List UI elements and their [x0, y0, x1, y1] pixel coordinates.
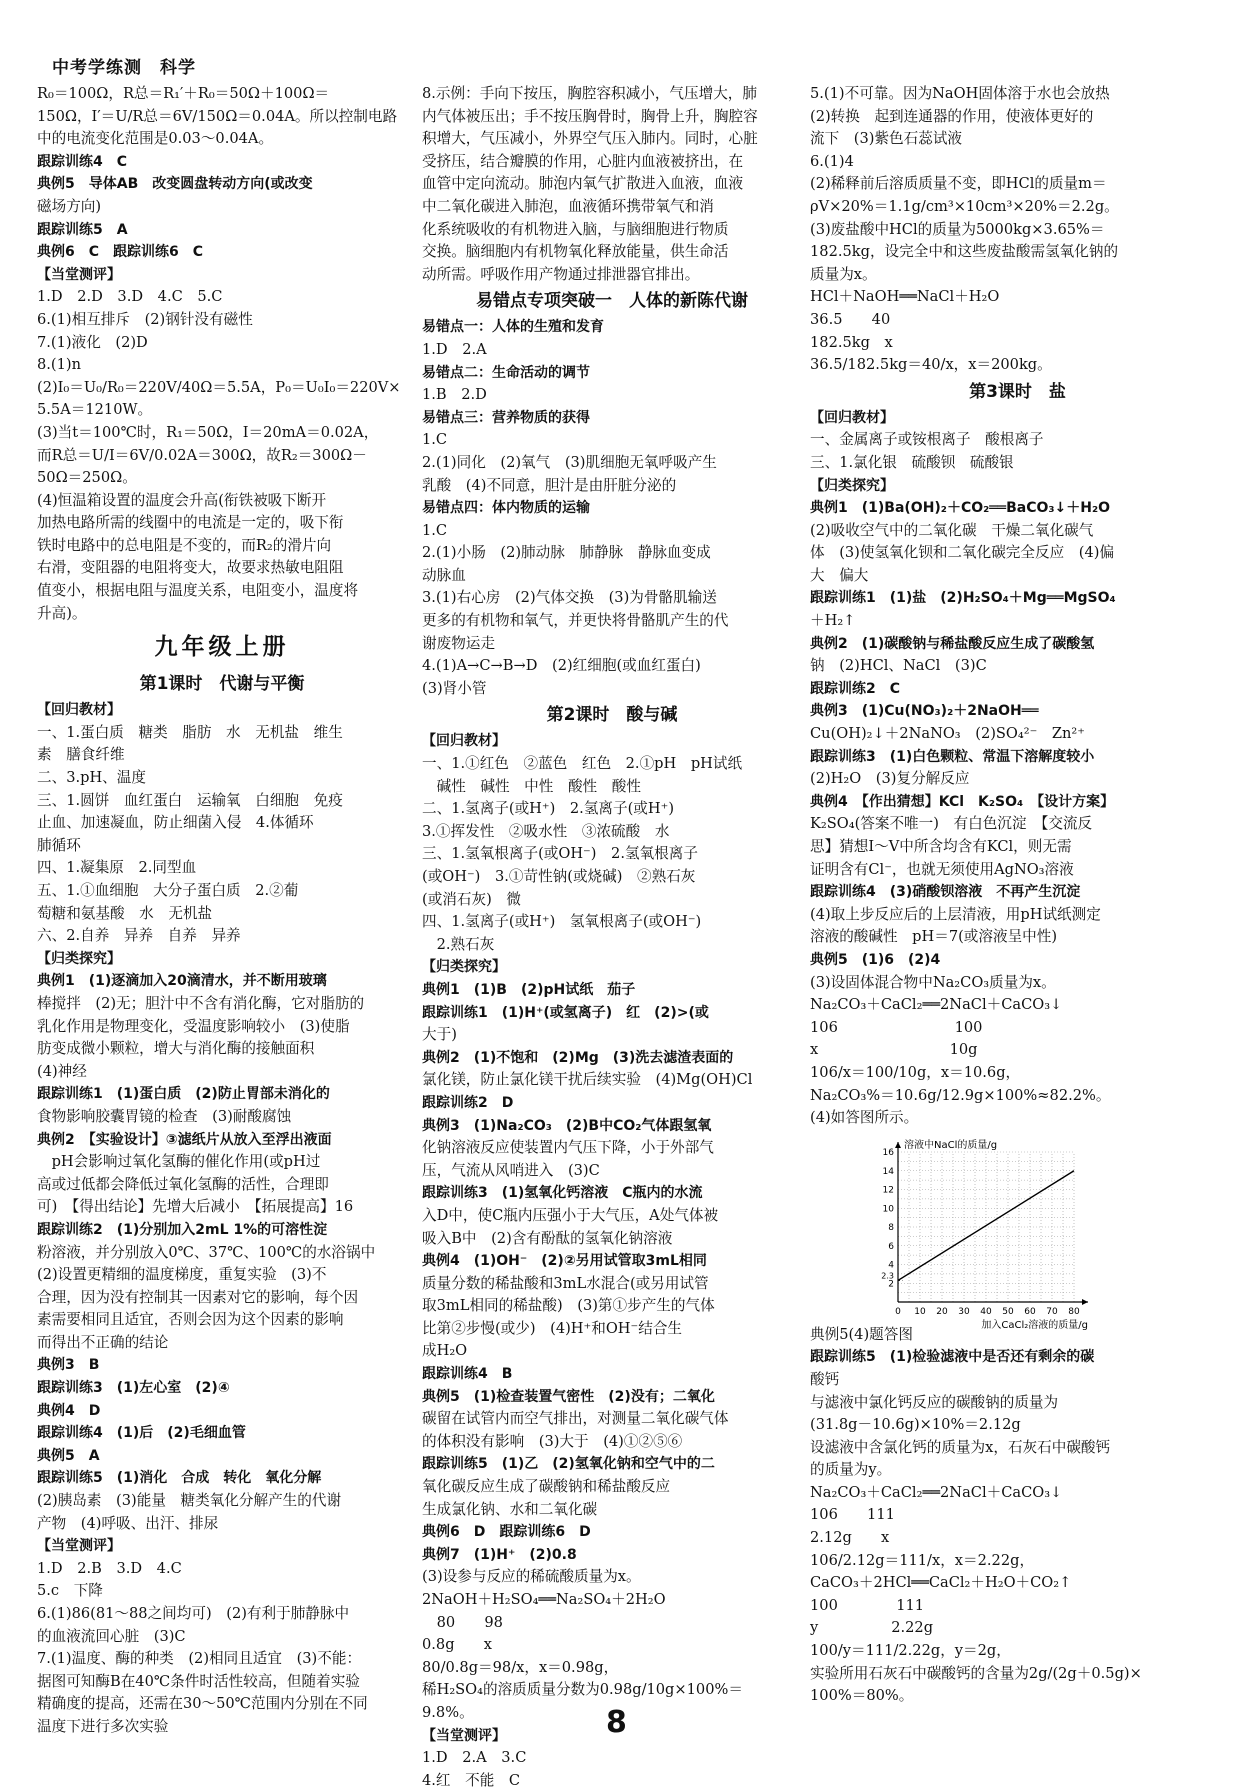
y-axis-label: 溶液中NaCl的质量/g	[904, 1139, 998, 1151]
x-axis-label: 加入CaCl₂溶液的质量/g	[981, 1319, 1088, 1331]
col1-line: 7.(1)液化 (2)D	[37, 333, 148, 351]
col3a-line: (3)废盐酸中HCl的质量为5000kg×3.65%＝	[810, 220, 1105, 238]
col3b-line: 酸钙	[810, 1370, 840, 1388]
col2-line: 氯化镁，防止氯化镁干扰后续实验 (4)Mg(OH)Cl	[422, 1071, 753, 1089]
col3a-line: (2)转换 起到连通器的作用，使液体更好的	[810, 107, 1094, 125]
col1-line: 典例6 C 跟踪训练6 C	[37, 244, 204, 261]
col2-line: 1.C	[422, 521, 448, 539]
col3a-line: ＋H₂↑	[810, 612, 856, 630]
chart-caption: 典例5(4)题答图	[810, 1325, 913, 1343]
col1-line: 跟踪训练2 (1)分别加入2mL 1%的可溶性淀	[37, 1221, 328, 1238]
col1-line: 高或过低都会降低过氧化氢酶的活性，合理即	[37, 1175, 329, 1193]
col2-line: 化系统吸收的有机物进入脑，与脑细胞进行物质	[422, 220, 729, 238]
col1-line: 铁时电路中的总电阻是不变的，而R₂的滑片向	[37, 536, 332, 554]
col3b-line: (31.8g－10.6g)×10%＝2.12g	[810, 1416, 1021, 1434]
col2-line: 【当堂测评】	[422, 1727, 506, 1744]
x-tick-label: 10	[914, 1306, 926, 1317]
col1-line: 【归类探究】	[37, 950, 121, 967]
col2-line: 4.红 不能 C	[422, 1771, 521, 1789]
col1-line: 跟踪训练3 (1)左心室 (2)④	[37, 1380, 230, 1397]
col1-line: 素需要相同且适宜，否则会因为这个因素的影响	[37, 1311, 344, 1329]
x-tick-label: 50	[1002, 1306, 1014, 1317]
col1-line: 跟踪训练5 (1)消化 合成 转化 氧化分解	[37, 1470, 322, 1487]
y-tick-label: 16	[882, 1147, 894, 1158]
col2-line: 跟踪训练2 D	[422, 1094, 514, 1111]
col3a-line: 典例1 (1)Ba(OH)₂＋CO₂══BaCO₃↓＋H₂O	[810, 500, 1111, 517]
col3a-line: 跟踪训练1 (1)盐 (2)H₂SO₄＋Mg══MgSO₄	[810, 590, 1116, 607]
x-tick-label: 60	[1024, 1306, 1036, 1317]
x-arrow	[1082, 1299, 1088, 1305]
col1-line: (2)I₀＝U₀/R₀＝220V/40Ω＝5.5A，P₀＝U₀I₀＝220V×	[37, 378, 401, 396]
col2-line: 跟踪训练3 (1)氢氧化钙溶液 C瓶内的水流	[422, 1185, 703, 1202]
col3a-line: 5.(1)不可靠。因为NaOH固体溶于水也会放热	[810, 85, 1110, 102]
col3a-line: 【归类探究】	[810, 477, 894, 494]
col3a-line: (2)吸收空气中的二氧化碳 干燥二氧化碳气	[810, 521, 1094, 539]
col2-line: 易错点一：人体的生殖和发育	[422, 319, 604, 336]
col1-line: 1.D 2.B 3.D 4.C	[37, 1559, 182, 1577]
col2-line: 2.(1)小肠 (2)肺动脉 肺静脉 静脉血变成	[422, 544, 711, 562]
col2-line: 交换。脑细胞内有机物氧化释放能量，供生命活	[422, 243, 729, 261]
col1-line: (2)设置更精细的温度梯度，重复实验 (3)不	[37, 1266, 327, 1284]
col2-line: 【归类探究】	[422, 959, 506, 976]
col2-line: 动所需。呼吸作用产物通过排泄器官排出。	[422, 265, 700, 283]
col2-line: 谢废物运走	[422, 634, 495, 652]
col2-line: 比第②步慢(或少) (4)H⁺和OH⁻结合生	[422, 1319, 683, 1337]
col1-line: 精确度的提高，还需在30～50℃范围内分别在不同	[37, 1695, 368, 1713]
col1-line: 【回归教材】	[37, 702, 121, 719]
col1-line: 九年级上册	[154, 634, 290, 661]
col2-line: 稀H₂SO₄的溶质质量分数为0.98g/10g×100%＝	[422, 1681, 743, 1699]
col2-line: 1.D 2.A	[422, 340, 487, 358]
col2-line: 3.(1)右心房 (2)气体交换 (3)为骨骼肌输送	[422, 589, 717, 607]
y-tick-label: 10	[882, 1203, 894, 1214]
col1-line: 跟踪训练1 (1)蛋白质 (2)防止胃部未消化的	[37, 1086, 330, 1103]
col3a-line: 106/x＝100/10g，x＝10.6g，	[810, 1063, 1021, 1081]
col1-line: 乳化作用是物理变化，受温度影响较小 (3)使脂	[37, 1017, 350, 1035]
col3a-line: 溶液的酸碱性 pH＝7(或溶液呈中性)	[810, 928, 1058, 946]
col3a-line: 典例3 (1)Cu(NO₃)₂＋2NaOH══	[810, 703, 1039, 720]
col3a-line: 流下 (3)紫色石蕊试液	[810, 130, 963, 148]
y-arrow	[895, 1142, 901, 1148]
col3a-line: K₂SO₄(答案不唯一) 有白色沉淀 【交流反	[810, 815, 1093, 833]
col3b-line: 的质量为y。	[810, 1461, 892, 1479]
col3b-line: 100%＝80%。	[810, 1687, 914, 1705]
col3b-line: 106 111	[810, 1506, 895, 1524]
col1-line: 典例2 【实验设计】③滤纸片从放入至浮出液面	[37, 1131, 332, 1148]
col3a-line: 体 (3)使氢氧化钡和二氧化碳完全反应 (4)偏	[810, 544, 1115, 562]
col2-line: 一、1.①红色 ②蓝色 红色 2.①pH pH试纸	[422, 755, 743, 773]
col1-line: 5.5A＝1210W。	[37, 401, 153, 419]
col2-line: 9.8%。	[422, 1703, 474, 1721]
col2-line: 典例4 (1)OH⁻ (2)②另用试管取3mL相同	[422, 1253, 707, 1270]
col2-line: 积增大，气压减小，外界空气压入肺内。同时，心脏	[422, 130, 758, 148]
x-tick-label: 40	[980, 1306, 992, 1317]
col3a-line: (4)如答图所示。	[810, 1109, 919, 1127]
col1-line: (4)神经	[37, 1062, 87, 1080]
col2-line: 取3mL相同的稀盐酸) (3)第①步产生的气体	[422, 1297, 715, 1315]
col3a-line: ρV×20%＝1.1g/cm³×10cm³×20%＝2.2g。	[810, 197, 1119, 215]
col2-line: 碱性 碱性 中性 酸性 酸性	[422, 777, 641, 795]
col3b-line: CaCO₃＋2HCl══CaCl₂＋H₂O＋CO₂↑	[810, 1574, 1072, 1592]
column-2	[422, 83, 802, 1792]
col1-line: 6.(1)相互排斥 (2)钢针没有磁性	[37, 310, 253, 328]
col2-line: 【回归教材】	[422, 733, 506, 750]
x-tick-label: 30	[958, 1306, 970, 1317]
col3a-line: 三、1.氯化银 硫酸钡 硫酸银	[810, 453, 1014, 471]
col1-line: 跟踪训练4 C	[37, 153, 128, 170]
col1-line: 8.(1)n	[37, 356, 81, 374]
col3b-line: 实验所用石灰石中碳酸钙的含量为2g/(2g＋0.5g)×	[810, 1664, 1142, 1682]
col3a-line: 36.5 40	[810, 310, 891, 328]
col3b-line: 2.12g x	[810, 1529, 890, 1547]
col1-line: 一、1.蛋白质 糖类 脂肪 水 无机盐 维生	[37, 723, 343, 741]
col3a-line: 【回归教材】	[810, 409, 894, 426]
col3a-line: 大 偏大	[810, 566, 869, 584]
col3b-line: 与滤液中氯化钙反应的碳酸钠的质量为	[810, 1393, 1059, 1411]
col2-line: 质量分数的稀盐酸和3mL水混合(或另用试管	[422, 1274, 709, 1292]
col3b-line: 106/2.12g＝111/x，x＝2.22g，	[810, 1551, 1035, 1569]
col1-line: 六、2.自养 异养 自养 异养	[37, 927, 241, 945]
col1-line: 跟踪训练4 (1)后 (2)毛细血管	[37, 1425, 246, 1442]
col3a-line: 一、金属离子或铵根离子 酸根离子	[810, 431, 1044, 449]
col1-line: 止血、加速凝血，防止细菌入侵 4.体循环	[37, 814, 314, 832]
col3b-line: 跟踪训练5 (1)检验滤液中是否还有剩余的碳	[810, 1349, 1095, 1366]
col2-line: 化钠溶液反应使装置内气压下降，小于外部气	[422, 1139, 714, 1157]
col2-line: 0.8g x	[422, 1636, 492, 1654]
col2-line: 跟踪训练5 (1)乙 (2)氢氧化钠和空气中的二	[422, 1456, 715, 1473]
col3a-line: 6.(1)4	[810, 152, 854, 170]
col2-line: 血管中定向流动。肺泡内氧气扩散进入血液，血液	[422, 175, 744, 193]
col1-line: 而得出不正确的结论	[37, 1333, 169, 1351]
column-3-bottom	[810, 1346, 1225, 1708]
col3a-line: 钠 (2)HCl、NaCl (3)C	[810, 657, 987, 675]
col1-line: 中的电流变化范围是0.03～0.04A。	[37, 130, 274, 148]
col3a-line: (4)取上步反应后的上层清液，用pH试纸测定	[810, 905, 1101, 923]
col2-line: 中二氧化碳进入肺泡，血液循环携带氧气和消	[422, 197, 714, 215]
col1-line: 萄糖和氨基酸 水 无机盐	[37, 904, 213, 922]
col2-line: 受挤压，结合瓣膜的作用，心脏内血液被挤出，在	[422, 152, 744, 170]
col2-line: 1.C	[422, 431, 448, 449]
col2-line: (或消石灰) 微	[422, 890, 521, 908]
col3a-line: 证明含有Cl⁻，也就无须使用AgNO₃溶液	[810, 860, 1074, 878]
col2-line: 跟踪训练4 B	[422, 1366, 513, 1383]
col1-line: 二、3.pH、温度	[37, 769, 146, 787]
col1-line: 50Ω＝250Ω。	[37, 469, 137, 487]
col1-line: 而R总＝U/I＝6V/0.02A＝300Ω，故R₂＝300Ω－	[37, 446, 367, 464]
col1-line: 1.D 2.D 3.D 4.C 5.C	[37, 288, 223, 306]
col1-line: 典例5 导体AB 改变圆盘转动方向(或改变	[37, 176, 313, 193]
col2-line: 典例3 (1)Na₂CO₃ (2)B中CO₂气体跟氢氧	[422, 1117, 712, 1134]
col3a-line: 跟踪训练3 (1)白色颗粒、常温下溶解度较小	[810, 748, 1095, 765]
col1-line: 温度下进行多次实验	[37, 1717, 169, 1735]
col2-line: 压，气流从风哨进入 (3)C	[422, 1161, 600, 1179]
col2-line: 典例2 (1)不饱和 (2)Mg (3)洗去滤渣表面的	[422, 1049, 734, 1066]
running-header: 中考学练测 科学	[52, 58, 196, 78]
col1-line: 跟踪训练5 A	[37, 221, 128, 238]
col3b-line: y 2.22g	[810, 1619, 934, 1637]
col1-line: 150Ω，I′＝U/R总＝6V/150Ω＝0.04A。所以控制电路	[37, 107, 398, 125]
col3a-line: 跟踪训练2 C	[810, 680, 901, 697]
col2-line: (或OH⁻) 3.①苛性钠(或烧碱) ②熟石灰	[422, 868, 696, 885]
col2-line: 乳酸 (4)不同意，胆汁是由肝脏分泌的	[422, 476, 677, 494]
col1-line: 素 膳食纤维	[37, 746, 125, 764]
col2-line: 典例5 (1)检查装置气密性 (2)没有；二氧化	[422, 1388, 715, 1405]
col1-line: 产物 (4)呼吸、出汗、排尿	[37, 1514, 219, 1532]
col3a-line: Na₂CO₃＋CaCl₂══2NaCl＋CaCO₃↓	[810, 996, 1063, 1014]
column-1	[37, 83, 407, 1739]
col3a-line: Cu(OH)₂↓＋2NaNO₃ (2)SO₄²⁻ Zn²⁺	[810, 725, 1085, 743]
col3b-line: 设滤液中含氯化钙的质量为x，石灰石中碳酸钙	[810, 1438, 1111, 1456]
col3a-line: 思】猜想Ⅰ～Ⅴ中所含均含有KCl，则无需	[810, 838, 1072, 855]
col3a-line: 第3课时 盐	[969, 381, 1066, 402]
col3a-line: (2)H₂O (3)复分解反应	[810, 770, 970, 788]
col2-line: 四、1.氢离子(或H⁺) 氢氧根离子(或OH⁻)	[422, 913, 702, 931]
col1-line: 【当堂测评】	[37, 1538, 121, 1555]
col1-line: 5.c 下降	[37, 1582, 103, 1600]
col1-line: 值变小，根据电阻与温度关系，电阻变小，温度将	[37, 582, 359, 600]
col2-line: 碳留在试管内而空气排出，对测量二氧化碳气体	[422, 1410, 729, 1428]
col2-line: 动脉血	[422, 566, 466, 584]
col2-line: 典例1 (1)B (2)pH试纸 茄子	[422, 981, 636, 998]
col1-line: (3)当t＝100℃时，R₁＝50Ω，I＝20mA＝0.02A，	[37, 423, 379, 441]
column-3	[810, 83, 1225, 1708]
col3b-line: 100/y＝111/2.22g，y＝2g，	[810, 1642, 1011, 1660]
col2-line: 大于)	[422, 1026, 457, 1044]
col1-line: 合理，因为没有控制其一因素对它的影响，每个因	[37, 1288, 359, 1306]
col1-line: 可) 【得出结论】先增大后减小 【拓展提高】16	[37, 1198, 354, 1216]
col3a-line: 典例2 (1)碳酸钠与稀盐酸反应生成了碳酸氢	[810, 635, 1095, 652]
col2-line: 2.(1)同化 (2)氧气 (3)肌细胞无氧呼吸产生	[422, 453, 717, 471]
col3a-line: 典例4 【作出猜想】KCl K₂SO₄ 【设计方案】	[810, 793, 1115, 810]
col3a-line: HCl＋NaOH══NaCl＋H₂O	[810, 288, 1000, 306]
col3a-line: 跟踪训练4 (3)硝酸钡溶液 不再产生沉淀	[810, 884, 1081, 901]
page-number: 8	[606, 1705, 627, 1740]
col2-line: 入D中，使C瓶内压强小于大气压，A处气体被	[422, 1206, 719, 1224]
y-tick-label: 14	[882, 1166, 894, 1177]
col2-line: 8.示例：手向下按压，胸腔容积减小，气压增大，肺	[422, 85, 757, 102]
col1-line: 典例1 (1)逐滴加入20滴清水，并不断用玻璃	[37, 973, 327, 990]
col2-line: 典例7 (1)H⁺ (2)0.8	[422, 1546, 577, 1563]
col1-line: 据图可知酶B在40℃条件时活性较高，但随着实验	[37, 1672, 360, 1690]
col2-line: 更多的有机物和氧气，并更快将骨骼肌产生的代	[422, 612, 729, 630]
col2-line: 典例6 D 跟踪训练6 D	[422, 1524, 591, 1541]
col3a-line: 质量为x。	[810, 265, 877, 283]
col2-line: 的体积没有影响 (3)大于 (4)①②⑤⑥	[422, 1432, 683, 1450]
col3a-line: (3)设固体混合物中Na₂CO₃质量为x。	[810, 973, 1056, 991]
col3a-line: 182.5kg x	[810, 333, 893, 351]
x-tick-label: 70	[1046, 1306, 1058, 1317]
col2-line: 成H₂O	[422, 1342, 468, 1360]
col2-line: 1.B 2.D	[422, 386, 487, 404]
col2-line: 4.(1)A→C→B→D (2)红细胞(或血红蛋白)	[422, 657, 701, 675]
col3a-line: 36.5/182.5kg＝40/x，x＝200kg。	[810, 356, 1052, 374]
col1-line: 典例4 D	[37, 1402, 101, 1419]
col1-line: 【当堂测评】	[37, 266, 121, 283]
col1-line: 加热电路所需的线圈中的电流是一定的，吸下衔	[37, 514, 344, 532]
col2-line: 跟踪训练1 (1)H⁺(或氢离子) 红 (2)>(或	[422, 1004, 709, 1021]
col1-line: 食物影响胶囊胃镜的检查 (3)耐酸腐蚀	[37, 1107, 292, 1125]
y-extra-label: 2.3	[881, 1271, 894, 1281]
column-3-top	[810, 83, 1225, 1130]
col1-line: 7.(1)温度、酶的种类 (2)相同且适宜 (3)不能：	[37, 1650, 362, 1668]
col2-line: 内气体被压出；手不按压胸骨时，胸骨上升，胸腔容	[422, 107, 758, 125]
x-tick-label: 0	[895, 1306, 901, 1317]
col2-line: 易错点二：生命活动的调节	[422, 364, 590, 381]
col3a-line: 典例5 (1)6 (2)4	[810, 951, 941, 968]
col2-line: 2.熟石灰	[422, 935, 495, 953]
col2-line: 生成氯化钠、水和二氧化碳	[422, 1500, 598, 1518]
col2-line: 氧化碳反应生成了碳酸钠和稀盐酸反应	[422, 1478, 671, 1496]
col2-line: 3.①挥发性 ②吸水性 ③浓硫酸 水	[422, 822, 670, 840]
col2-line: 易错点四：体内物质的运输	[422, 500, 590, 517]
col2-line: 易错点三：营养物质的获得	[422, 409, 590, 426]
col1-line: 右滑，变阻器的电阻将变大，故要求热敏电阻阻	[37, 559, 344, 577]
nacl-mass-chart	[870, 1134, 1110, 1331]
col1-line: 6.(1)86(81～88之间均可) (2)有利于肺静脉中	[37, 1605, 350, 1622]
col2-line: 易错点专项突破一 人体的新陈代谢	[476, 291, 748, 312]
col1-line: (2)胰岛素 (3)能量 糖类氧化分解产生的代谢	[37, 1492, 342, 1510]
col3a-line: x 10g	[810, 1041, 978, 1059]
col3a-line: (2)稀释前后溶质质量不变，即HCl的质量m＝	[810, 175, 1107, 193]
y-tick-label: 6	[888, 1241, 894, 1252]
col1-line: (4)恒温箱设置的温度会升高(衔铁被吸下断开	[37, 491, 327, 509]
y-tick-label: 2	[888, 1278, 894, 1289]
col1-line: 棒搅拌 (2)无；胆汁中不含有消化酶，它对脂肪的	[37, 994, 365, 1012]
col2-line: 三、1.氢氧根离子(或OH⁻) 2.氢氧根离子	[422, 845, 698, 863]
col2-line: 吸入B中 (2)含有酚酞的氢氧化钠溶液	[422, 1229, 673, 1247]
col2-line: (3)肾小管	[422, 679, 487, 697]
col3a-line: Na₂CO₃%＝10.6g/12.9g×100%≈82.2%。	[810, 1086, 1111, 1104]
col1-line: 肺循环	[37, 836, 81, 854]
col1-line: 典例5 A	[37, 1447, 100, 1464]
y-tick-label: 4	[888, 1260, 894, 1271]
col1-line: 三、1.圆饼 血红蛋白 运输氧 白细胞 免疫	[37, 791, 343, 809]
y-tick-label: 12	[882, 1185, 894, 1196]
col1-line: 粉溶液，并分别放入0℃、37℃、100℃的水浴锅中	[37, 1243, 376, 1261]
y-tick-label: 8	[888, 1222, 894, 1233]
col1-line: 典例3 B	[37, 1357, 100, 1374]
col2-line: 二、1.氢离子(或H⁺) 2.氢离子(或H⁺)	[422, 800, 675, 818]
col1-line: 的血液流回心脏 (3)C	[37, 1627, 186, 1645]
col2-line: 80/0.8g＝98/x，x＝0.98g，	[422, 1658, 619, 1676]
col2-line: 80 98	[422, 1613, 503, 1631]
col1-line: 五、1.①血细胞 大分子蛋白质 2.②葡	[37, 882, 299, 899]
col2-line: 第2课时 酸与碱	[546, 705, 678, 726]
x-tick-label: 80	[1068, 1306, 1080, 1317]
col1-line: pH会影响过氧化氢酶的催化作用(或pH过	[37, 1153, 321, 1171]
col1-line: 四、1.凝集原 2.同型血	[37, 859, 197, 877]
col2-line: (3)设参与反应的稀硫酸质量为x。	[422, 1568, 641, 1586]
col3a-line: 182.5kg，设完全中和这些废盐酸需氢氧化钠的	[810, 243, 1119, 261]
col1-line: R₀＝100Ω，R总＝R₁′＋R₀＝50Ω＋100Ω＝	[37, 85, 330, 102]
x-tick-label: 20	[936, 1306, 948, 1317]
col1-line: 升高)。	[37, 604, 87, 622]
col3a-line: 106 100	[810, 1018, 983, 1036]
col3b-line: 100 111	[810, 1596, 925, 1614]
col1-line: 肪变成微小颗粒，增大与消化酶的接触面积	[37, 1040, 315, 1058]
col1-line: 第1课时 代谢与平衡	[139, 674, 305, 695]
col3b-line: Na₂CO₃＋CaCl₂══2NaCl＋CaCO₃↓	[810, 1483, 1063, 1501]
col1-line: 磁场方向)	[37, 197, 102, 215]
col2-line: 1.D 2.A 3.C	[422, 1749, 527, 1767]
col2-line: 2NaOH＋H₂SO₄══Na₂SO₄＋2H₂O	[422, 1591, 666, 1608]
